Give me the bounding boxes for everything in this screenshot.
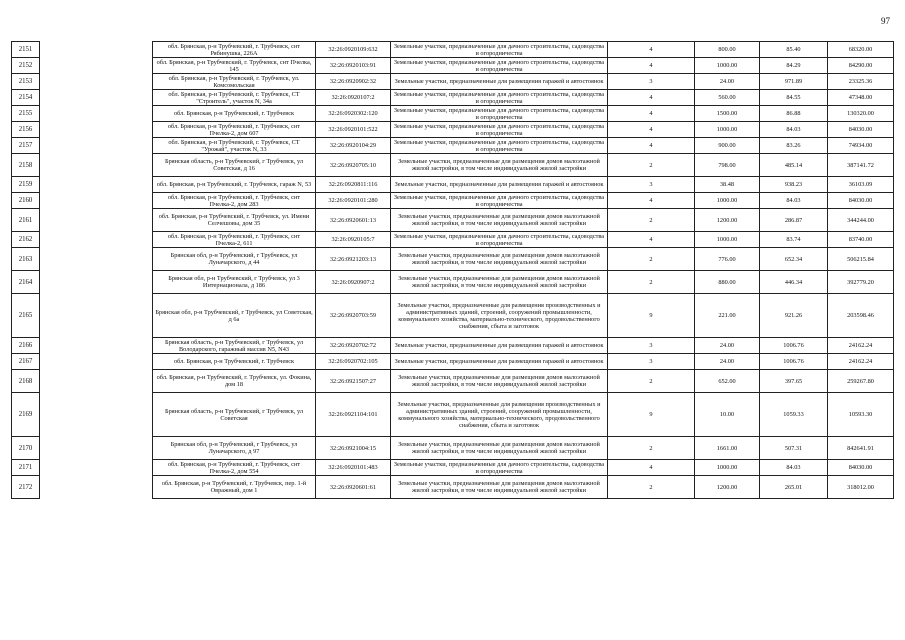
cadastral-number-cell: 32:26:0921203:13 <box>316 248 391 271</box>
row-number-cell: 2172 <box>12 476 40 499</box>
specific-value-cell: 446.34 <box>760 271 828 294</box>
row-number-row <box>12 232 40 248</box>
row-number-cell: 2165 <box>12 294 40 338</box>
use-group-cell: 4 <box>608 42 695 58</box>
row-number-row <box>12 248 40 271</box>
area-cell: 798.00 <box>695 154 760 177</box>
row-number-cell: 2160 <box>12 193 40 209</box>
cadastral-number-cell: 32:26:0920811:116 <box>316 177 391 193</box>
area-cell: 10.00 <box>695 393 760 437</box>
row-number-cell: 2163 <box>12 248 40 271</box>
cadastral-value-cell: 83740.00 <box>828 232 894 248</box>
area-cell: 24.00 <box>695 74 760 90</box>
cadastral-number-cell: 32:26:0920705:10 <box>316 154 391 177</box>
address-cell: обл. Брянская, р-н Трубчевский, г. Трубчевск, снт Пчелка-2, дом 607 <box>153 122 316 138</box>
area-cell: 880.00 <box>695 271 760 294</box>
table-row <box>153 248 894 271</box>
table-row <box>153 177 894 193</box>
table-row <box>153 42 894 58</box>
cadastral-value-cell: 318012.00 <box>828 476 894 499</box>
specific-value-cell: 485.14 <box>760 154 828 177</box>
cadastral-value-cell: 24162.24 <box>828 338 894 354</box>
row-number-cell: 2164 <box>12 271 40 294</box>
table-row <box>153 74 894 90</box>
area-cell: 1500.00 <box>695 106 760 122</box>
land-use-cell: Земельные участки, предназначенные для размещения гаражей и автостоянок <box>391 177 608 193</box>
land-use-cell: Земельные участки, предназначенные для размещения домов малоэтажной жилой застройки, в том числе индивидуальной жилой застройки <box>391 370 608 393</box>
cadastral-number-cell: 32:26:0920107:2 <box>316 90 391 106</box>
specific-value-cell: 938.23 <box>760 177 828 193</box>
table-row <box>153 271 894 294</box>
address-cell: Брянская обл, р-н Трубчевский, г Трубчевск, ул Советская, д 6а <box>153 294 316 338</box>
row-number-cell: 2162 <box>12 232 40 248</box>
address-cell: обл. Брянская, р-н Трубчевский, г. Трубчевск, СТ "Урожай", участок N, 33 <box>153 138 316 154</box>
row-number-cell: 2153 <box>12 74 40 90</box>
land-use-cell: Земельные участки, предназначенные для дачного строительства, садоводства и огородничества <box>391 90 608 106</box>
table-row <box>153 90 894 106</box>
land-use-cell: Земельные участки, предназначенные для размещения гаражей и автостоянок <box>391 74 608 90</box>
address-cell: Брянская обл, р-н Трубчевский, г Трубчевск, ул Луначарского, д 44 <box>153 248 316 271</box>
cadastral-number-cell: 32:26:0920601:61 <box>316 476 391 499</box>
use-group-cell: 4 <box>608 460 695 476</box>
land-use-cell: Земельные участки, предназначенные для размещения домов малоэтажной жилой застройки, в том числе индивидуальной жилой застройки <box>391 476 608 499</box>
use-group-cell: 4 <box>608 193 695 209</box>
row-number-cell: 2155 <box>12 106 40 122</box>
table-row <box>153 122 894 138</box>
address-cell: Брянская обл, р-н Трубчевский, г Трубчевск, ул Луначарского, д 97 <box>153 437 316 460</box>
address-cell: обл. Брянская, р-н Трубчевский, г. Трубчевск, пер. 1-й Овражный, дом 1 <box>153 476 316 499</box>
specific-value-cell: 83.26 <box>760 138 828 154</box>
table-row <box>153 58 894 74</box>
row-number-cell: 2161 <box>12 209 40 232</box>
cadastral-number-cell: 32:26:0920702:72 <box>316 338 391 354</box>
table-row <box>153 294 894 338</box>
cadastral-number-cell: 32:26:0921004:15 <box>316 437 391 460</box>
cadastral-number-cell: 32:26:0920601:13 <box>316 209 391 232</box>
row-number-cell: 2151 <box>12 42 40 58</box>
use-group-cell: 2 <box>608 248 695 271</box>
cadastral-number-cell: 32:26:0920103:91 <box>316 58 391 74</box>
land-use-cell: Земельные участки, предназначенные для дачного строительства, садоводства и огородничества <box>391 460 608 476</box>
use-group-cell: 9 <box>608 294 695 338</box>
cadastral-number-cell: 32:26:0920101:522 <box>316 122 391 138</box>
row-number-row <box>12 58 40 74</box>
row-number-row <box>12 106 40 122</box>
specific-value-cell: 971.89 <box>760 74 828 90</box>
specific-value-cell: 397.65 <box>760 370 828 393</box>
area-cell: 1200.00 <box>695 209 760 232</box>
cadastral-value-cell: 36103.09 <box>828 177 894 193</box>
land-use-cell: Земельные участки, предназначенные для размещения домов малоэтажной жилой застройки, в том числе индивидуальной жилой застройки <box>391 209 608 232</box>
cadastral-value-cell: 259267.80 <box>828 370 894 393</box>
cadastral-number-cell: 32:26:0920101:280 <box>316 193 391 209</box>
land-use-cell: Земельные участки, предназначенные для дачного строительства, садоводства и огородничества <box>391 58 608 74</box>
land-use-cell: Земельные участки, предназначенные для дачного строительства, садоводства и огородничества <box>391 122 608 138</box>
table-row <box>153 393 894 437</box>
row-number-cell: 2157 <box>12 138 40 154</box>
land-use-cell: Земельные участки, предназначенные для размещения домов малоэтажной жилой застройки, в том числе индивидуальной жилой застройки <box>391 154 608 177</box>
specific-value-cell: 83.74 <box>760 232 828 248</box>
table-row <box>153 138 894 154</box>
area-cell: 1000.00 <box>695 193 760 209</box>
row-number-cell: 2154 <box>12 90 40 106</box>
row-number-row <box>12 370 40 393</box>
land-use-cell: Земельные участки, предназначенные для размещения производственных и административных зданий, строений, сооружений промышленности, коммунального хозяйства, материально-технического, продовольственного снабжения, сбыта и заготовок <box>391 294 608 338</box>
row-number-row <box>12 271 40 294</box>
use-group-cell: 2 <box>608 271 695 294</box>
area-cell: 900.00 <box>695 138 760 154</box>
row-number-row <box>12 209 40 232</box>
area-cell: 1661.00 <box>695 437 760 460</box>
row-number-cell: 2152 <box>12 58 40 74</box>
row-number-row <box>12 476 40 499</box>
table-row <box>153 209 894 232</box>
page-number: 97 <box>881 16 890 26</box>
address-cell: обл. Брянская, р-н Трубчевский, г. Трубчевск <box>153 106 316 122</box>
use-group-cell: 9 <box>608 393 695 437</box>
use-group-cell: 4 <box>608 138 695 154</box>
row-number-cell: 2171 <box>12 460 40 476</box>
area-cell: 800.00 <box>695 42 760 58</box>
area-cell: 1000.00 <box>695 460 760 476</box>
area-cell: 652.00 <box>695 370 760 393</box>
row-number-cell: 2156 <box>12 122 40 138</box>
cadastral-value-cell: 344244.00 <box>828 209 894 232</box>
table-row <box>153 476 894 499</box>
area-cell: 1000.00 <box>695 122 760 138</box>
row-number-row <box>12 90 40 106</box>
address-cell: обл. Брянская, р-н Трубчевский, г. Трубчевск, гараж N, 53 <box>153 177 316 193</box>
row-number-row <box>12 154 40 177</box>
specific-value-cell: 652.34 <box>760 248 828 271</box>
address-cell: Брянская область, р-н Трубчевский, г Трубчевск, ул Советская, д 16 <box>153 154 316 177</box>
table-row <box>153 193 894 209</box>
row-number-cell: 2170 <box>12 437 40 460</box>
cadastral-value-cell: 842641.91 <box>828 437 894 460</box>
area-cell: 24.00 <box>695 354 760 370</box>
cadastral-number-cell: 32:26:0920101:483 <box>316 460 391 476</box>
table-row <box>153 106 894 122</box>
cadastral-number-cell: 32:26:0920907:2 <box>316 271 391 294</box>
row-number-row <box>12 393 40 437</box>
row-number-row <box>12 177 40 193</box>
cadastral-number-cell: 32:26:0921104:101 <box>316 393 391 437</box>
cadastral-value-cell: 84030.00 <box>828 460 894 476</box>
address-cell: обл. Брянская, р-н Трубчевский, г. Трубчевск, СТ "Строитель", участок N, 34а <box>153 90 316 106</box>
address-cell: обл. Брянская, р-н Трубчевский, г. Трубчевск, снт Пчелка-2, дом 283 <box>153 193 316 209</box>
cadastral-value-cell: 84290.00 <box>828 58 894 74</box>
cadastral-number-cell: 32:26:0920702:105 <box>316 354 391 370</box>
specific-value-cell: 84.55 <box>760 90 828 106</box>
specific-value-cell: 1006.76 <box>760 354 828 370</box>
use-group-cell: 3 <box>608 177 695 193</box>
land-use-cell: Земельные участки, предназначенные для дачного строительства, садоводства и огородничества <box>391 106 608 122</box>
specific-value-cell: 1059.33 <box>760 393 828 437</box>
specific-value-cell: 84.29 <box>760 58 828 74</box>
table-row <box>153 460 894 476</box>
row-number-row <box>12 460 40 476</box>
row-number-row <box>12 122 40 138</box>
cadastral-value-cell: 84030.00 <box>828 122 894 138</box>
cadastral-number-cell: 32:26:0920302:120 <box>316 106 391 122</box>
address-cell: Брянская область, р-н Трубчевский, г Трубчевск, ул Володарского, гаражный массив N5, N43 <box>153 338 316 354</box>
cadastral-value-cell: 84030.00 <box>828 193 894 209</box>
land-use-cell: Земельные участки, предназначенные для размещения гаражей и автостоянок <box>391 354 608 370</box>
specific-value-cell: 85.40 <box>760 42 828 58</box>
specific-value-cell: 286.87 <box>760 209 828 232</box>
cadastral-value-cell: 74934.00 <box>828 138 894 154</box>
table-row <box>153 370 894 393</box>
row-number-cell: 2158 <box>12 154 40 177</box>
area-cell: 1200.00 <box>695 476 760 499</box>
cadastral-value-table <box>152 41 894 499</box>
cadastral-value-cell: 47348.00 <box>828 90 894 106</box>
row-number-row <box>12 354 40 370</box>
area-cell: 560.00 <box>695 90 760 106</box>
table-row <box>153 338 894 354</box>
cadastral-value-cell: 203598.46 <box>828 294 894 338</box>
address-cell: обл. Брянская, р-н Трубчевский, г. Трубчевск <box>153 354 316 370</box>
area-cell: 776.00 <box>695 248 760 271</box>
row-number-row <box>12 437 40 460</box>
cadastral-number-cell: 32:26:0920109:632 <box>316 42 391 58</box>
use-group-cell: 4 <box>608 58 695 74</box>
address-cell: обл. Брянская, р-н Трубчевский, г. Трубчевск, ул. Имени Селчешовы, дом 35 <box>153 209 316 232</box>
cadastral-value-cell: 10593.30 <box>828 393 894 437</box>
specific-value-cell: 1006.76 <box>760 338 828 354</box>
use-group-cell: 3 <box>608 74 695 90</box>
use-group-cell: 2 <box>608 209 695 232</box>
cadastral-number-cell: 32:26:0920902:32 <box>316 74 391 90</box>
address-cell: обл. Брянская, р-н Трубчевский, г. Трубчевск, снт Пчелка-2, 611 <box>153 232 316 248</box>
land-use-cell: Земельные участки, предназначенные для дачного строительства, садоводства и огородничества <box>391 232 608 248</box>
cadastral-value-cell: 387141.72 <box>828 154 894 177</box>
use-group-cell: 4 <box>608 106 695 122</box>
land-use-cell: Земельные участки, предназначенные для дачного строительства, садоводства и огородничества <box>391 138 608 154</box>
area-cell: 24.00 <box>695 338 760 354</box>
specific-value-cell: 507.31 <box>760 437 828 460</box>
cadastral-value-cell: 24162.24 <box>828 354 894 370</box>
row-number-cell: 2159 <box>12 177 40 193</box>
cadastral-value-cell: 68320.00 <box>828 42 894 58</box>
area-cell: 1000.00 <box>695 232 760 248</box>
address-cell: обл. Брянская, р-н Трубчевский, г. Трубчевск, ул. Комсомольская <box>153 74 316 90</box>
use-group-cell: 3 <box>608 354 695 370</box>
use-group-cell: 4 <box>608 232 695 248</box>
row-number-row <box>12 42 40 58</box>
cadastral-number-cell: 32:26:0920703:59 <box>316 294 391 338</box>
specific-value-cell: 84.03 <box>760 122 828 138</box>
land-use-cell: Земельные участки, предназначенные для размещения домов малоэтажной жилой застройки, в том числе индивидуальной жилой застройки <box>391 437 608 460</box>
cadastral-number-cell: 32:26:0921507:27 <box>316 370 391 393</box>
specific-value-cell: 265.01 <box>760 476 828 499</box>
land-use-cell: Земельные участки, предназначенные для размещения домов малоэтажной жилой застройки, в том числе индивидуальной жилой застройки <box>391 271 608 294</box>
cadastral-value-cell: 506215.84 <box>828 248 894 271</box>
row-number-table <box>11 41 40 499</box>
address-cell: обл. Брянская, р-н Трубчевский, г. Трубчевск, снт Пчелка, 145 <box>153 58 316 74</box>
specific-value-cell: 921.26 <box>760 294 828 338</box>
cadastral-number-cell: 32:26:0920105:7 <box>316 232 391 248</box>
row-number-cell: 2169 <box>12 393 40 437</box>
cadastral-value-cell: 23325.36 <box>828 74 894 90</box>
table-row <box>153 437 894 460</box>
cadastral-value-cell: 130320.00 <box>828 106 894 122</box>
use-group-cell: 2 <box>608 476 695 499</box>
row-number-cell: 2168 <box>12 370 40 393</box>
area-cell: 221.00 <box>695 294 760 338</box>
use-group-cell: 2 <box>608 370 695 393</box>
use-group-cell: 2 <box>608 437 695 460</box>
table-row <box>153 232 894 248</box>
use-group-cell: 4 <box>608 122 695 138</box>
table-row <box>153 354 894 370</box>
land-use-cell: Земельные участки, предназначенные для дачного строительства, садоводства и огородничества <box>391 42 608 58</box>
area-cell: 38.48 <box>695 177 760 193</box>
specific-value-cell: 84.03 <box>760 460 828 476</box>
row-number-cell: 2167 <box>12 354 40 370</box>
use-group-cell: 2 <box>608 154 695 177</box>
address-cell: обл. Брянская, р-н Трубчевский, г. Трубчевск, снт Пчелка-2, дом 554 <box>153 460 316 476</box>
row-number-cell: 2166 <box>12 338 40 354</box>
use-group-cell: 4 <box>608 90 695 106</box>
land-use-cell: Земельные участки, предназначенные для размещения домов малоэтажной жилой застройки, в том числе индивидуальной жилой застройки <box>391 248 608 271</box>
specific-value-cell: 84.03 <box>760 193 828 209</box>
table-row <box>153 154 894 177</box>
area-cell: 1000.00 <box>695 58 760 74</box>
row-number-row <box>12 193 40 209</box>
land-use-cell: Земельные участки, предназначенные для дачного строительства, садоводства и огородничества <box>391 193 608 209</box>
land-use-cell: Земельные участки, предназначенные для размещения производственных и административных зданий, строений, сооружений промышленности, коммунального хозяйства, материально-технического, продовольственного снабжения, сбыта и заготовок <box>391 393 608 437</box>
row-number-row <box>12 338 40 354</box>
use-group-cell: 3 <box>608 338 695 354</box>
specific-value-cell: 86.88 <box>760 106 828 122</box>
address-cell: Брянская область, р-н Трубчевский, г Трубчевск, ул Советская <box>153 393 316 437</box>
land-use-cell: Земельные участки, предназначенные для размещения гаражей и автостоянок <box>391 338 608 354</box>
address-cell: обл. Брянская, р-н Трубчевский, г. Трубчевск, снт Рябинушка, 226А <box>153 42 316 58</box>
address-cell: обл. Брянская, р-н Трубчевский, г. Трубчевск, ул. Фокина, дом 18 <box>153 370 316 393</box>
row-number-row <box>12 294 40 338</box>
address-cell: Брянская обл, р-н Трубчевский, г Трубчевск, ул 3 Интернационала, д 186 <box>153 271 316 294</box>
cadastral-number-cell: 32:26:0920104:29 <box>316 138 391 154</box>
row-number-row <box>12 74 40 90</box>
cadastral-value-cell: 392779.20 <box>828 271 894 294</box>
row-number-row <box>12 138 40 154</box>
